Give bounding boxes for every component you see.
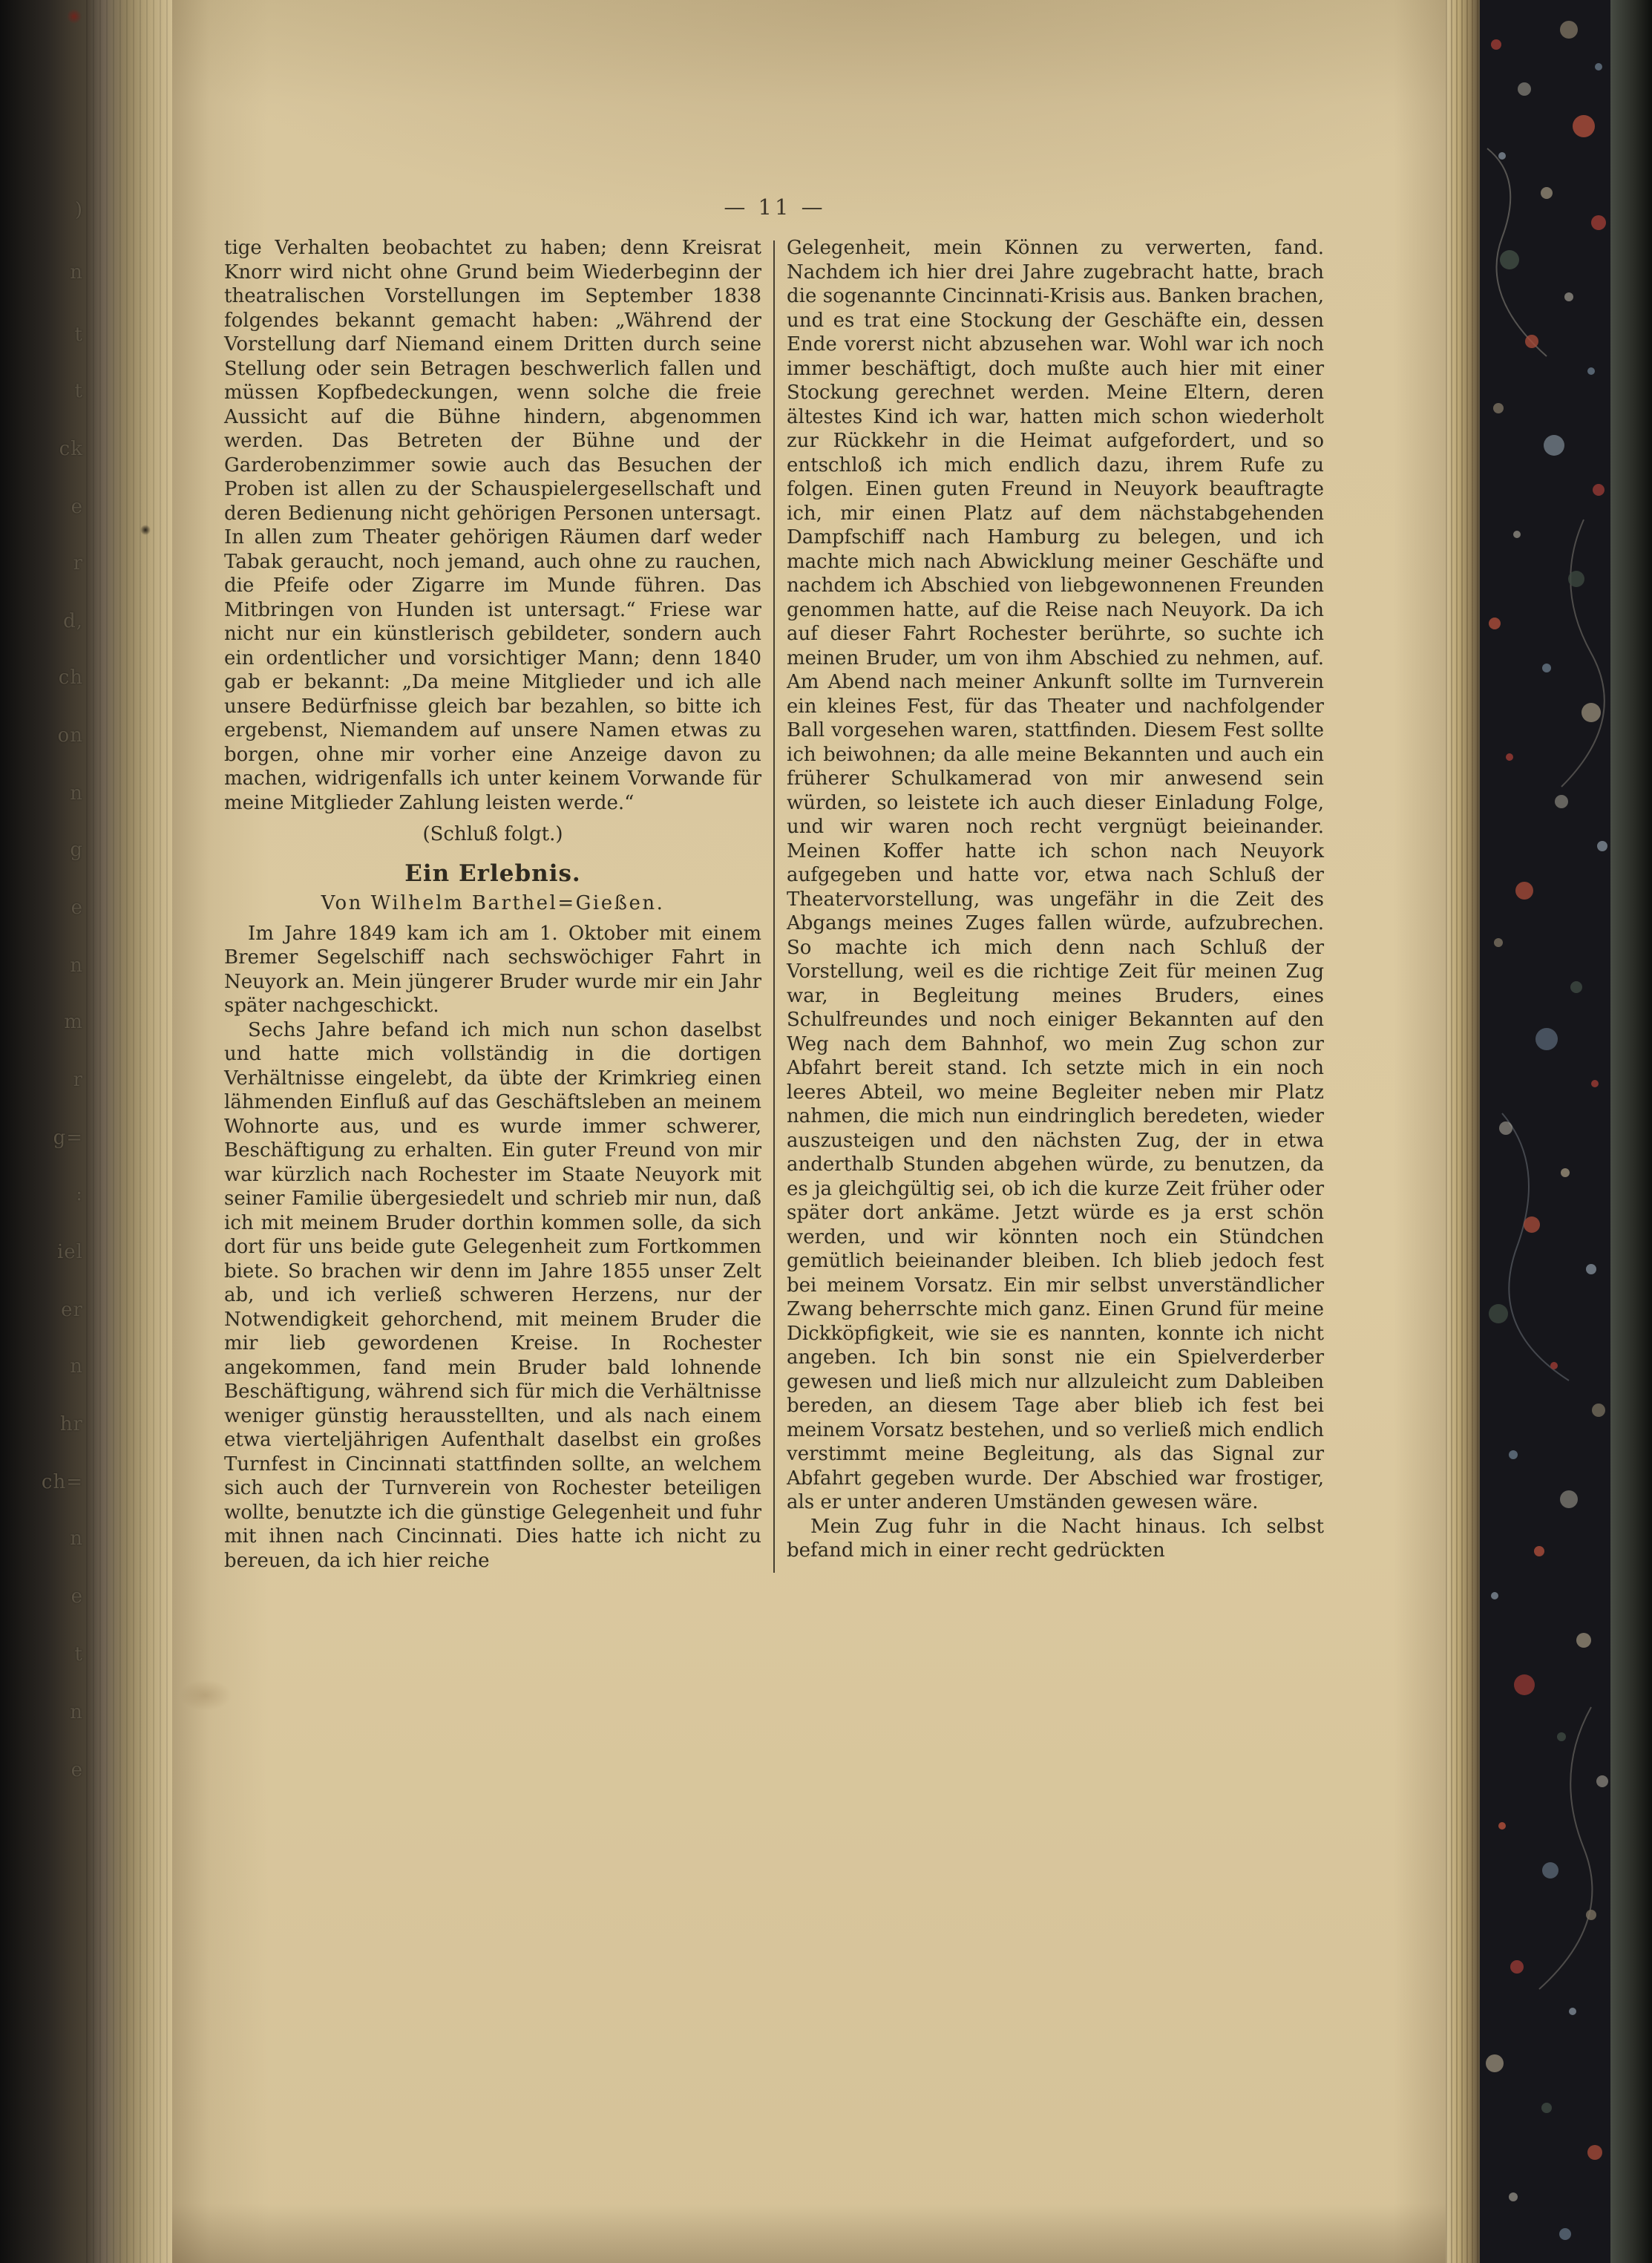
column-divider bbox=[773, 240, 775, 1573]
page-number: — 11 — bbox=[724, 194, 826, 220]
gutter-fragment: g= bbox=[53, 1127, 83, 1149]
gutter-fragment: er bbox=[61, 1299, 83, 1321]
left-column bbox=[224, 236, 761, 1573]
gutter-fragment: t bbox=[74, 380, 83, 402]
text-block bbox=[224, 236, 1325, 1573]
paragraph: Im Jahre 1849 kam ich am 1. Oktober mit einem Bremer Segelschiff nach sechswöchiger Fahrt in Neuyork an. Mein jüngerer Bruder wurde mir ein Jahr später nachgeschickt. bbox=[224, 922, 761, 1017]
gutter-fragment: n bbox=[70, 782, 83, 805]
gutter-fragment: e bbox=[71, 897, 83, 919]
schluss-note: (Schluß folgt.) bbox=[422, 823, 563, 845]
marbled-cover bbox=[1480, 0, 1610, 2263]
gutter-fragment: d, bbox=[63, 610, 83, 632]
gutter-fragment: t bbox=[74, 324, 83, 346]
gutter-fragment: m bbox=[64, 1011, 83, 1033]
gutter-fragment: n bbox=[70, 1355, 83, 1378]
gutter-fragment: ch bbox=[58, 667, 83, 689]
page-edges bbox=[86, 0, 172, 2263]
gutter-text-fragments bbox=[25, 0, 83, 2263]
paragraph: Sechs Jahre befand ich mich nun schon daselbst und hatte mich vollständig in die dortigen Verhältnisse eingelebt, da übte der Krimkrieg einen lähmenden Einfluß auf das Geschäftsleben an meinem Wohnorte aus, und es wurde immer schwerer, Beschäftigung zu erhalten. Ein guter Freund von mir war kürzlich nach Rochester im Staate Neuyork mit seiner Familie übergesiedelt und schrieb mir nun, daß ich mit meinem Bruder dorthin kommen solle, da sich dort für uns beide gute Gelegenheit zum Fortkommen biete. So brachen wir denn im Jahre 1855 unser Zelt ab, und ich verließ schweren Herzens, nur der Notwendigkeit gehorchend, mit meinem Bruder die mir lieb gewordenen Kreise. In Rochester angekommen, fand mein Bruder bald lohnende Beschäftigung, während sich für mich die Verhältnisse weniger günstig herausstellten, und als nach einem etwa vierteljährigen Aufenthalt daselbst ein großes Turnfest in Cincinnati stattfinden sollte, an welchem sich auch der Turnverein von Rochester beteiligen wollte, benutzte ich die günstige Gelegenheit und fuhr mit ihnen nach Cincinnati. Dies hatte ich nicht zu bereuen, da ich hier reiche bbox=[224, 1018, 761, 1572]
gutter-fragment: ck bbox=[59, 438, 83, 460]
cover-edge bbox=[1610, 0, 1652, 2263]
gutter-fragment: n bbox=[70, 1701, 83, 1723]
gutter-fragment: r bbox=[73, 1069, 83, 1091]
marble-pattern bbox=[1480, 0, 1610, 2263]
gutter-fragment: : bbox=[76, 1183, 83, 1205]
gutter-fragment: on bbox=[57, 724, 83, 747]
gutter-fragment: iel bbox=[56, 1241, 83, 1263]
gutter-fragment: hr bbox=[59, 1413, 83, 1435]
paragraph: Gelegenheit, mein Können zu verwerten, fand. Nachdem ich hier drei Jahre zugebracht hatte, brach die sogenannte Cincinnati-Krisis aus. Banken brachen, und es trat eine Stockung der Geschäfte ein, dessen Ende vorerst nicht abzusehen war. Wohl war ich noch immer beschäftigt, doch mußte auch hier mit einer Stockung gerechnet werden. Meine Eltern, deren ältestes Kind ich war, hatten mich schon wiederholt zur Rückkehr in die Heimat aufgefordert, und so entschloß ich mich endlich dazu, ihrem Rufe zu folgen. Einen guten Freund in Neuyork beauftragte ich, mir einen Platz auf dem nächstabgehenden Dampfschiff nach Hamburg zu belegen, und ich machte mich nach Abwicklung meiner Geschäfte und nachdem ich Abschied von liebgewonnenen Freunden genommen hatte, auf die Reise nach Neuyork. Da ich auf dieser Fahrt Rochester berührte, so suchte ich meinen Bruder, um von ihm Abschied zu nehmen, auf. Am Abend nach meiner Ankunft sollte im Turnverein ein kleines Fest, für das Theater und nachfolgender Ball vorgesehen waren, stattfinden. Diesem Fest sollte ich beiwohnen; da alle meine Bekannten und auch ein früherer Schulkamerad von mir anwesend sein würden, so leistete ich auch dieser Einladung Folge, und wir waren noch recht vergnügt beieinander. Meinen Koffer hatte ich schon nach Neuyork aufgegeben und hatte vor, etwa nach Schluß der Theatervorstellung, was ungefähr in die Zeit des Abgangs meines Zuges fallen würde, aufzubrechen. So machte ich mich denn nach Schluß der Vorstellung, weil es die richtige Zeit für meinen Zug war, in Begleitung meines Bruders, eines Schulfreundes und noch einiger Bekannten auf den Weg nach dem Bahnhof, wo mein Zug schon zur Abfahrt bereit stand. Ich setzte mich in ein noch leeres Abteil, wo meine Begleiter neben mir Platz nahmen, die mich nun eindringlich beredeten, wieder auszusteigen und den nächsten Zug, der in etwa anderthalb Stunden abgehen würde, zu benutzen, da es ja gleichgültig sei, ob ich die kurze Zeit früher oder später dort ankäme. Jetzt würde es ja erst schön werden, und wir könnten noch ein Stündchen gemütlich beieinander bleiben. Ich blieb jedoch fest bei meinem Vorsatz. Ein mir selbst unverständlicher Zwang beherrschte mich ganz. Einen Grund für meine Dickköpfigkeit, wie sie es nannten, konnte ich nicht angeben. Ich bin sonst nie ein Spielverderber gewesen und ließ mich nur allzuleicht zum Dableiben bereden, an diesem Tage aber blieb ich fest bei meinem Vorsatz bestehen, und so verließ mich endlich verstimmt meine Begleitung, als das Signal zur Abfahrt gegeben wurde. Der Abschied war frostiger, als er unter anderen Umständen gewesen wäre. bbox=[787, 237, 1324, 1513]
gutter-fragment: e bbox=[71, 1759, 83, 1781]
book-gutter bbox=[0, 0, 86, 2263]
gutter-fragment: ) bbox=[74, 199, 83, 221]
gutter-fragment: g bbox=[70, 839, 83, 861]
paragraph: tige Verhalten beobachtet zu haben; denn Kreisrat Knorr wird nicht ohne Grund beim Wiederbeginn der theatralischen Vorstellungen im September 1838 folgendes bekannt gemacht haben: „Während der Vorstellung darf Niemand einem Dritten durch seine Stellung oder sein Betragen beschwerlich fallen und müssen Kopfbedeckungen, wenn solche die freie Aussicht auf die Bühne hindern, abgenommen werden. Das Betreten der Bühne und der Garderobenzimmer sowie auch das Besuchen der Proben ist allen zu der Schauspielergesellschaft und deren Bedienung nicht gehörigen Personen untersagt. In allen zum Theater gehörigen Räumen darf weder Tabak geraucht, noch jemand, auch ohne zu rauchen, die Pfeife oder Zigarre im Munde führen. Das Mitbringen von Hunden ist untersagt.“ Friese war nicht nur ein künstlerisch gebildeter, sondern auch ein ordentlicher und vorsichtiger Mann; denn 1840 gab er bekannt: „Da meine Mitglieder und ich alle unsere Bedürfnisse gleich bar bezahlen, so bitte ich ergebenst, Niemandem auf unsere Namen etwas zu borgen, ohne mir vorher eine Anzeige davon zu machen, widrigenfalls ich unter keinem Vorwande für meine Mitglieder Zahlung leisten werde.“ bbox=[224, 237, 761, 814]
gutter-fragment: t bbox=[74, 1643, 83, 1666]
gutter-fragment: n bbox=[70, 1527, 83, 1550]
paragraph: Mein Zug fuhr in die Nacht hinaus. Ich selbst befand mich in einer recht gedrückten bbox=[787, 1515, 1324, 1562]
gutter-fragment: ch= bbox=[41, 1471, 83, 1493]
gutter-fragment: e bbox=[71, 496, 83, 518]
gutter-fragment: n bbox=[70, 954, 83, 977]
gutter-fragment: n bbox=[70, 261, 83, 284]
page-right-edge bbox=[1446, 0, 1480, 2263]
gutter-fragment: r bbox=[73, 552, 83, 574]
article-heading: Ein Erlebnis. bbox=[404, 859, 581, 887]
gutter-fragment: e bbox=[71, 1585, 83, 1608]
book-page bbox=[172, 0, 1446, 2263]
right-column bbox=[787, 236, 1324, 1573]
article-byline: Von Wilhelm Barthel=Gießen. bbox=[321, 892, 665, 914]
